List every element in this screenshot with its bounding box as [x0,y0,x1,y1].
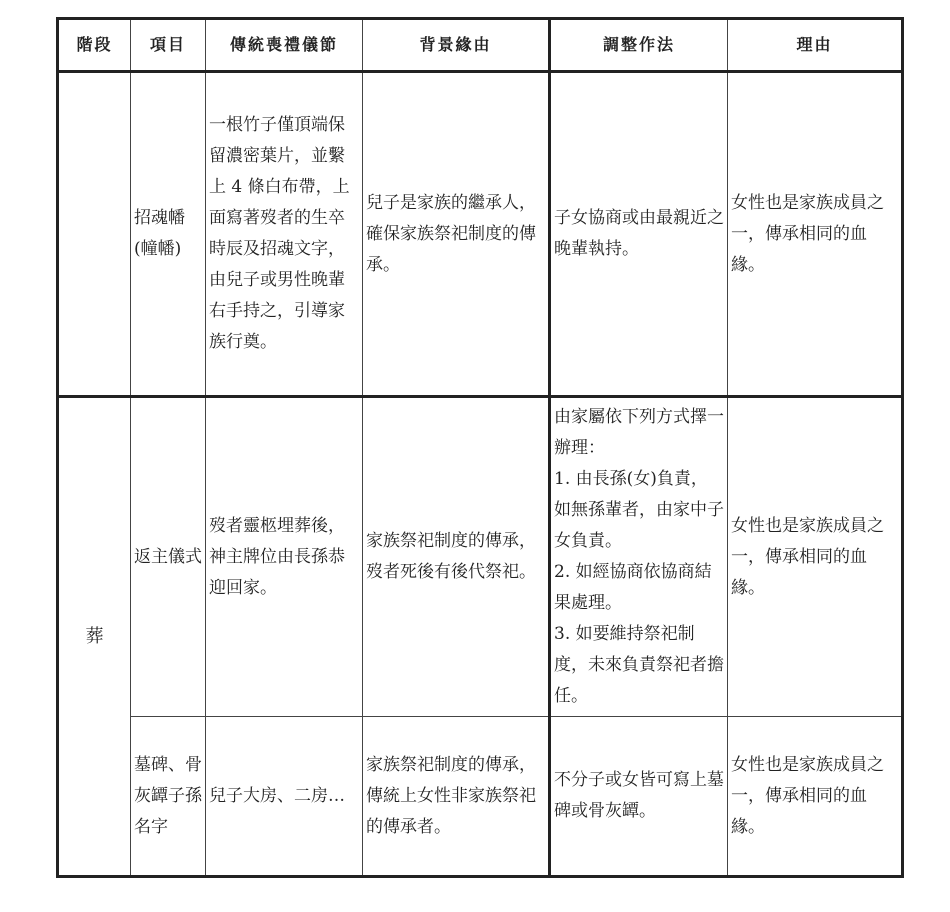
header-reason: 理由 [728,19,903,72]
stage-cell: 葬 [58,397,131,877]
reason-cell: 女性也是家族成員之一，傳承相同的血緣。 [728,717,903,877]
table-row [58,397,903,717]
reason-cell: 女性也是家族成員之一，傳承相同的血緣。 [728,397,903,717]
ritual-cell: 兒子大房、二房… [206,717,363,877]
reason-cell: 女性也是家族成員之一，傳承相同的血緣。 [728,72,903,397]
ritual-cell: 一根竹子僅頂端保留濃密葉片，並繫上 4 條白布帶，上面寫著歿者的生卒時辰及招魂文字，由兒子或男性晚輩右手持之，引導家族行奠。 [206,72,363,397]
header-adjustment: 調整作法 [550,19,728,72]
header-background: 背景緣由 [363,19,550,72]
background-cell: 兒子是家族的繼承人，確保家族祭祀制度的傳承。 [363,72,550,397]
item-cell: 返主儀式 [131,397,206,717]
header-row [58,19,903,72]
funeral-rites-table [56,17,904,878]
table-row [58,72,903,397]
header-item: 項目 [131,19,206,72]
ritual-cell: 歿者靈柩埋葬後，神主牌位由長孫恭迎回家。 [206,397,363,717]
header-stage: 階段 [58,19,131,72]
adjustment-cell: 子女協商或由最親近之晚輩執持。 [550,72,728,397]
adjustment-cell: 不分子或女皆可寫上墓碑或骨灰罈。 [550,717,728,877]
background-cell: 家族祭祀制度的傳承，傳統上女性非家族祭祀的傳承者。 [363,717,550,877]
stage-cell [58,72,131,397]
item-cell: 墓碑、骨灰罈子孫名字 [131,717,206,877]
table-row [58,717,903,877]
background-cell: 家族祭祀制度的傳承，歿者死後有後代祭祀。 [363,397,550,717]
adjustment-cell: 由家屬依下列方式擇一辦理： 1. 由長孫(女)負責，如無孫輩者，由家中子女負責。 2. 如經協商依協商結果處理。 3. 如要維持祭祀制度，未來負責祭祀者擔任。 [550,397,728,717]
item-cell: 招魂幡 (幢幡) [131,72,206,397]
header-ritual: 傳統喪禮儀節 [206,19,363,72]
